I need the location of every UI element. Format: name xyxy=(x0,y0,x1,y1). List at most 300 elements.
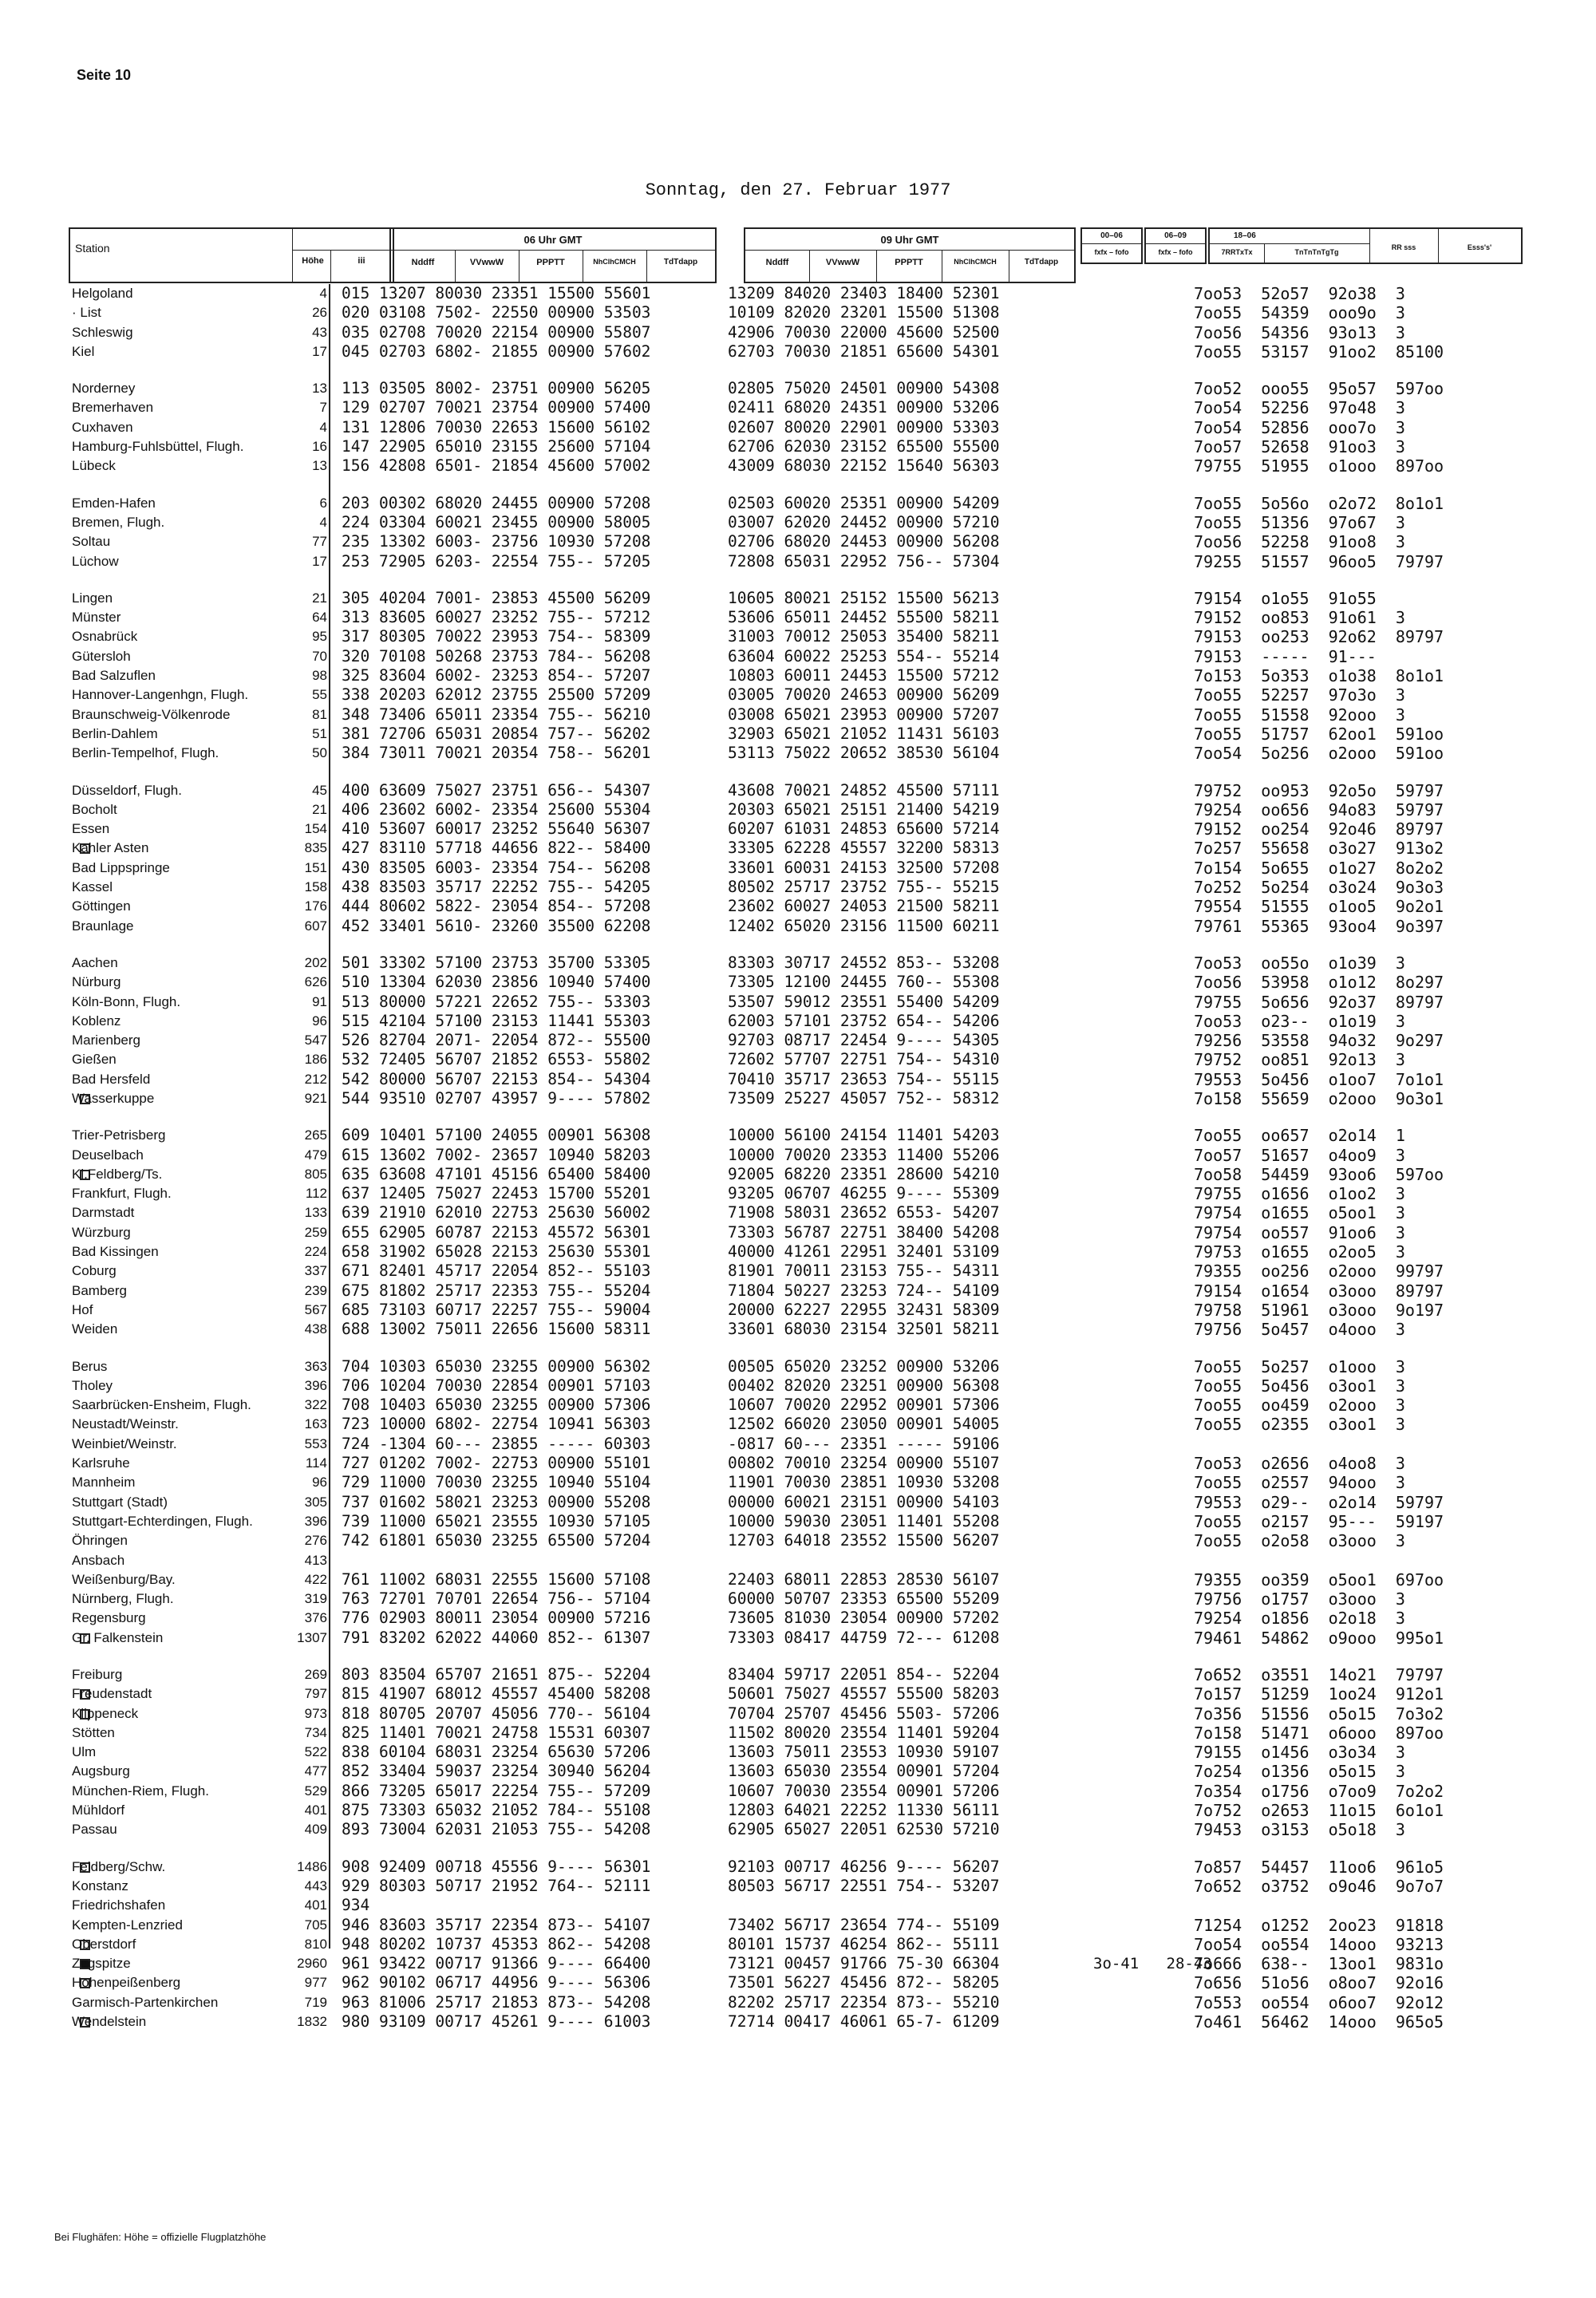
obs-06-row: 384 73011 70021 20354 758-- 56201 xyxy=(342,744,651,763)
obs-06-row: 723 10000 6802- 22754 10941 56303 xyxy=(342,1415,651,1434)
station-height: 719 xyxy=(304,1994,327,2010)
summary-row: 7o461 56462 14ooo 965o5 xyxy=(1194,2012,1444,2032)
station-row xyxy=(72,1165,327,1184)
station-height: 13 xyxy=(312,381,327,397)
header-divider xyxy=(1146,243,1205,244)
station-row xyxy=(72,1724,327,1743)
station-row xyxy=(72,1262,327,1281)
summary-row: 79256 53558 94o32 9o297 xyxy=(1194,1031,1444,1051)
header-r1-box xyxy=(1080,227,1143,264)
group-gap xyxy=(72,936,327,954)
station-height: 112 xyxy=(305,1186,327,1202)
station-height: 96 xyxy=(312,1013,327,1029)
station-name: Augsburg xyxy=(72,1763,130,1779)
obs-06-row: 866 73205 65017 22254 755-- 57209 xyxy=(342,1781,651,1800)
summary-row: 79153 oo253 92o62 89797 xyxy=(1194,627,1444,647)
obs-06-row: 544 93510 02707 43957 9---- 57802 xyxy=(342,1088,651,1108)
station-name: Lingen xyxy=(72,590,113,606)
summary-row: 7oo55 o2o58 o3ooo 3 xyxy=(1194,1531,1405,1551)
summary-row: 7oo52 ooo55 95o57 597oo xyxy=(1194,379,1444,399)
summary-row: 7oo53 oo55o o1o39 3 xyxy=(1194,953,1405,973)
header-r3a: 7RRTxTx xyxy=(1221,248,1253,256)
obs-06-row: 776 02903 80011 23054 00900 57216 xyxy=(342,1609,651,1628)
obs-09-column xyxy=(728,284,999,2031)
station-height: 977 xyxy=(304,1975,327,1991)
obs-09-row: 92005 68220 23351 28600 54210 xyxy=(728,1164,1000,1183)
station-name: Berus xyxy=(72,1358,108,1374)
header-hoehe-label: Höhe xyxy=(302,256,324,266)
group-gap xyxy=(1194,1108,1444,1126)
summary-row: 7oo57 51657 o4oo9 3 xyxy=(1194,1145,1405,1165)
header-divider xyxy=(1210,243,1369,244)
station-name: Bocholt xyxy=(72,801,117,817)
station-row xyxy=(72,781,327,800)
obs-06-row: 325 83604 6002- 23253 854-- 57207 xyxy=(342,666,651,685)
group-gap xyxy=(728,764,999,781)
summary-row: 7oo53 o23-- o1o19 3 xyxy=(1194,1011,1405,1031)
summary-row: 7o356 51556 o5o15 7o3o2 xyxy=(1194,1704,1444,1724)
station-height: 734 xyxy=(304,1724,327,1740)
station-name: Nürnberg, Flugh. xyxy=(72,1591,174,1607)
station-height: 797 xyxy=(304,1686,327,1702)
obs-06-row: 980 93109 00717 45261 9---- 61003 xyxy=(342,2012,651,2031)
summary-row: 7o157 51259 1oo24 912o1 xyxy=(1194,1684,1444,1704)
station-row xyxy=(72,819,327,839)
obs-09-row: 60000 50707 23353 65500 55209 xyxy=(728,1589,1000,1609)
summary-row: 7oo55 oo459 o2ooo 3 xyxy=(1194,1396,1405,1416)
header-09-title: 09 Uhr GMT xyxy=(880,234,939,246)
header-station-label: Station xyxy=(75,242,110,255)
obs-09-row: 40000 41261 22951 32401 53109 xyxy=(728,1242,1000,1262)
obs-06-row: 948 80202 10737 45353 862-- 54208 xyxy=(342,1934,651,1953)
obs-06-row: 313 83605 60027 23252 755-- 57212 xyxy=(342,608,651,627)
obs-09-row: 10000 59030 23051 11401 55208 xyxy=(728,1511,1000,1530)
obs-06-row: 338 20203 62012 23755 25500 57209 xyxy=(342,685,651,705)
station-name: Ansbach xyxy=(72,1552,125,1568)
summary-row: 79754 o1655 o5oo1 3 xyxy=(1194,1203,1405,1223)
obs-09-row: 53507 59012 23551 55400 54209 xyxy=(728,992,1000,1011)
obs-06-row: 729 11000 70030 23255 10940 55104 xyxy=(342,1473,651,1492)
station-row xyxy=(72,954,327,973)
summary-row: 79254 o1856 o2o18 3 xyxy=(1194,1609,1405,1629)
station-name: Stuttgart (Stadt) xyxy=(72,1494,168,1510)
station-height: 259 xyxy=(304,1224,327,1240)
station-row xyxy=(72,1570,327,1589)
obs-06-row: 688 13002 75011 22656 15600 58311 xyxy=(342,1320,651,1339)
station-name: Braunlage xyxy=(72,918,134,934)
obs-09-row: 13209 84020 23403 18400 52301 xyxy=(728,284,1000,302)
station-name: Emden-Hafen xyxy=(72,495,156,511)
obs-09-row: 10109 82020 23201 15500 51308 xyxy=(728,303,1000,322)
summary-row: 79754 oo557 91oo6 3 xyxy=(1194,1222,1405,1242)
obs-06-row: 410 53607 60017 23252 55640 56307 xyxy=(342,819,651,839)
station-row xyxy=(72,1223,327,1242)
obs-06-row: 671 82401 45717 22054 852-- 55103 xyxy=(342,1262,651,1281)
obs-06-row: 963 81006 25717 21853 873-- 54208 xyxy=(342,1992,651,2012)
header-r3-title: 18–06 xyxy=(1234,231,1256,240)
station-row xyxy=(72,839,327,858)
summary-row: 7oo55 o2157 95--- 59197 xyxy=(1194,1511,1444,1531)
obs-06-row: 737 01602 58021 23253 00900 55208 xyxy=(342,1492,651,1511)
obs-06-row: 253 72905 6203- 22554 755-- 57205 xyxy=(342,551,651,571)
station-height: 163 xyxy=(304,1416,327,1432)
obs-09-row: 73303 56787 22751 38400 54208 xyxy=(728,1222,1000,1242)
station-row xyxy=(72,1512,327,1531)
station-name: Darmstadt xyxy=(72,1205,135,1221)
station-height: 55 xyxy=(312,687,327,703)
summary-row: 79355 oo359 o5oo1 697oo xyxy=(1194,1570,1444,1589)
station-row xyxy=(72,1184,327,1203)
obs-09-row: 33601 60031 24153 32500 57208 xyxy=(728,858,1000,877)
station-name: München-Riem, Flugh. xyxy=(72,1783,209,1799)
obs-09-row xyxy=(728,1896,999,1915)
station-row xyxy=(72,513,327,532)
obs-09-row: 83404 59717 22051 854-- 52204 xyxy=(728,1665,1000,1684)
obs-06-row: 615 13602 7002- 23657 10940 58203 xyxy=(342,1145,651,1164)
station-row xyxy=(72,1665,327,1684)
summary-row: 79553 5o456 o1oo7 7o1o1 xyxy=(1194,1069,1444,1089)
header-06-title: 06 Uhr GMT xyxy=(523,234,583,246)
obs-09-row: 73402 56717 23654 774-- 55109 xyxy=(728,1915,1000,1934)
station-row xyxy=(72,1704,327,1724)
summary-row: 79553 o29-- o2o14 59797 xyxy=(1194,1492,1444,1512)
station-name: Ulm xyxy=(72,1744,97,1760)
header-r3d: Esss's' xyxy=(1467,243,1492,251)
obs-09-row: 80503 56717 22551 754-- 53207 xyxy=(728,1876,1000,1895)
station-row xyxy=(72,627,327,646)
station-row xyxy=(72,647,327,666)
header-r2-sub: fxfx – fofo xyxy=(1158,248,1193,256)
summary-row: 7o666 638-- 13oo1 9831o xyxy=(1194,1954,1444,1974)
group-gap xyxy=(72,361,327,379)
obs-09-row: 10000 70020 23353 11400 55206 xyxy=(728,1145,1000,1164)
station-height: 114 xyxy=(305,1455,327,1471)
obs-06-row: 791 83202 62022 44060 852-- 61307 xyxy=(342,1628,651,1647)
summary-row: 7o354 o1756 o7oo9 7o2o2 xyxy=(1194,1781,1444,1801)
summary-row: 7oo53 o2656 o4oo8 3 xyxy=(1194,1454,1405,1474)
station-height: 4 xyxy=(319,419,327,435)
station-name: Weißenburg/Bay. xyxy=(72,1571,176,1587)
summary-row: 79753 o1655 o2oo5 3 xyxy=(1194,1242,1405,1262)
obs-09-row: 02607 80020 22901 00900 53303 xyxy=(728,417,1000,436)
obs-09-row: 33601 68030 23154 32501 58211 xyxy=(728,1320,1000,1339)
obs-06-row: 908 92409 00718 45556 9---- 56301 xyxy=(342,1857,651,1876)
station-height: 45 xyxy=(312,782,327,798)
obs-09-row: 00000 60021 23151 00900 54103 xyxy=(728,1492,1000,1511)
station-row xyxy=(72,973,327,992)
obs-09-row: 71908 58031 23652 6553- 54207 xyxy=(728,1203,1000,1222)
station-row xyxy=(72,1782,327,1801)
obs-09-row: 70410 35717 23653 754-- 55115 xyxy=(728,1069,1000,1088)
obs-09-row: 31003 70012 25053 35400 58211 xyxy=(728,627,1000,646)
station-height: 438 xyxy=(304,1321,327,1337)
summary-row: 79154 o1o55 91o55 xyxy=(1194,588,1377,608)
obs-06-row: 706 10204 70030 22854 00901 57103 xyxy=(342,1376,651,1395)
group-gap xyxy=(72,476,327,494)
header-09-box xyxy=(744,227,1076,283)
obs-09-row: 22403 68011 22853 28530 56107 xyxy=(728,1570,1000,1589)
station-name: Aachen xyxy=(72,954,118,970)
station-row xyxy=(72,398,327,417)
obs-09-row: 02805 75020 24501 00900 54308 xyxy=(728,379,1000,398)
obs-06-row: 675 81802 25717 22353 755-- 55204 xyxy=(342,1281,651,1300)
station-height: 212 xyxy=(304,1071,327,1087)
obs-09-row: 03007 62020 24452 00900 57210 xyxy=(728,512,1000,531)
station-height: 547 xyxy=(304,1033,327,1048)
summary-row: 7o553 oo554 o6oo7 92o12 xyxy=(1194,1992,1444,2012)
header-06-col: TdTdapp xyxy=(663,258,698,267)
obs-06-row: 962 90102 06717 44956 9---- 56306 xyxy=(342,1973,651,1992)
station-height: 376 xyxy=(304,1610,327,1626)
summary-row: 7oo55 54359 ooo9o 3 xyxy=(1194,303,1405,323)
obs-09-row: 73605 81030 23054 00900 57202 xyxy=(728,1609,1000,1628)
station-name: Gütersloh xyxy=(72,648,131,664)
station-height: 413 xyxy=(304,1552,327,1568)
station-height: 265 xyxy=(304,1127,327,1143)
station-name: Wasserkuppe xyxy=(72,1090,155,1106)
obs-09-row: 32903 65021 21052 11431 56103 xyxy=(728,724,1000,743)
station-height: 276 xyxy=(304,1533,327,1549)
obs-09-row: 53113 75022 20652 38530 56104 xyxy=(728,744,1000,763)
station-row xyxy=(72,1762,327,1781)
station-name: Gr. Falkenstein xyxy=(72,1629,164,1645)
obs-06-row: 532 72405 56707 21852 6553- 55802 xyxy=(342,1050,651,1069)
summary-row: 7o154 5o655 o1o27 8o2o2 xyxy=(1194,858,1444,878)
obs-09-row: 20303 65021 25151 21400 54219 xyxy=(728,800,1000,819)
header-09-col: Nddff xyxy=(765,258,789,267)
station-row xyxy=(72,993,327,1012)
obs-09-row: -0817 60--- 23351 ----- 59106 xyxy=(728,1434,1000,1453)
obs-06-row: 658 31902 65028 22153 25630 55301 xyxy=(342,1242,651,1262)
station-height: 835 xyxy=(304,840,327,856)
group-gap xyxy=(1194,936,1444,954)
summary-row: 79761 55365 93oo4 9o397 xyxy=(1194,916,1444,936)
header-divider xyxy=(391,250,715,251)
group-gap xyxy=(1194,476,1444,494)
station-name: Regensburg xyxy=(72,1610,146,1626)
station-height: 973 xyxy=(304,1705,327,1721)
obs-06-row: 803 83504 65707 21651 875-- 52204 xyxy=(342,1665,651,1684)
obs-09-row: 92703 08717 22454 9---- 54305 xyxy=(728,1031,1000,1050)
station-height: 21 xyxy=(312,590,327,606)
station-row xyxy=(72,725,327,744)
obs-09-row: 60207 61031 24853 65600 57214 xyxy=(728,819,1000,839)
header-09-col: TdTdapp xyxy=(1024,258,1059,267)
obs-06-row: 946 83603 35717 22354 873-- 54107 xyxy=(342,1915,651,1934)
station-row xyxy=(72,589,327,608)
station-group xyxy=(72,1357,327,1648)
obs-06-row: 875 73303 65032 21052 784-- 55108 xyxy=(342,1801,651,1820)
station-row xyxy=(72,897,327,916)
group-gap xyxy=(728,1648,999,1665)
obs-09-row: 02706 68020 24453 00900 56208 xyxy=(728,532,1000,551)
station-name: Freiburg xyxy=(72,1667,123,1682)
obs-09-row: 92103 00717 46256 9---- 56207 xyxy=(728,1857,1000,1876)
station-name: Braunschweig-Völkenrode xyxy=(72,706,231,722)
station-group xyxy=(72,954,327,1108)
station-name: Berlin-Dahlem xyxy=(72,725,158,741)
obs-06-row: 852 33404 59037 23254 30940 56204 xyxy=(342,1762,651,1781)
obs-09-row: 02411 68020 24351 00900 53206 xyxy=(728,398,1000,417)
station-row xyxy=(72,1896,327,1915)
station-name: Münster xyxy=(72,610,121,626)
station-name: Hannover-Langenhgn, Flugh. xyxy=(72,687,249,703)
station-name: Freudenstadt xyxy=(72,1686,152,1702)
header-09-col: PPPTT xyxy=(895,258,923,267)
obs-06-row: 131 12806 70030 22653 15600 56102 xyxy=(342,417,651,436)
station-height: 7 xyxy=(319,400,327,416)
group-gap xyxy=(342,361,650,379)
summary-row: 79755 o1656 o1oo2 3 xyxy=(1194,1184,1405,1204)
station-height: 202 xyxy=(304,954,327,970)
station-group xyxy=(72,379,327,476)
obs-06-row: 635 63608 47101 45156 65400 58400 xyxy=(342,1164,651,1183)
station-row xyxy=(72,552,327,571)
summary-row: 71254 o1252 2oo23 91818 xyxy=(1194,1915,1444,1935)
station-height: 239 xyxy=(304,1282,327,1298)
group-gap xyxy=(342,764,650,781)
station-height: 64 xyxy=(312,610,327,626)
group-gap xyxy=(342,936,650,954)
station-height: 154 xyxy=(304,821,327,837)
table-divider xyxy=(329,284,330,1949)
summary-row: 7o257 55658 o3o27 913o2 xyxy=(1194,839,1444,859)
group-gap xyxy=(728,1340,999,1357)
obs-09-row: 23602 60027 24053 21500 58211 xyxy=(728,897,1000,916)
station-name: Mannheim xyxy=(72,1475,136,1491)
station-name: Stötten xyxy=(72,1724,115,1740)
station-name: Marienberg xyxy=(72,1033,140,1048)
obs-06-row: 400 63609 75027 23751 656-- 54307 xyxy=(342,780,651,800)
group-gap xyxy=(342,1648,650,1665)
obs-06-row: 685 73103 60717 22257 755-- 59004 xyxy=(342,1300,651,1319)
obs-09-row: 10000 56100 24154 11401 54203 xyxy=(728,1126,1000,1145)
station-list xyxy=(72,284,327,2031)
station-name: Frankfurt, Flugh. xyxy=(72,1186,172,1202)
station-group xyxy=(72,284,327,361)
station-height: 186 xyxy=(304,1052,327,1068)
station-height: 305 xyxy=(304,1494,327,1510)
group-gap xyxy=(1194,764,1444,781)
station-name: Lübeck xyxy=(72,458,116,474)
station-height: 224 xyxy=(304,1244,327,1260)
header-09-col: NhClhCMCH xyxy=(954,258,997,266)
obs-09-row: 10803 60011 24453 15500 57212 xyxy=(728,666,1000,685)
obs-09-row: 72808 65031 22952 756-- 57304 xyxy=(728,551,1000,571)
obs-09-row: 62905 65027 22051 62530 57210 xyxy=(728,1820,1000,1839)
summary-row: 79755 51955 o1ooo 897oo xyxy=(1194,456,1444,476)
obs-09-row: 13603 65030 23554 00901 57204 xyxy=(728,1762,1000,1781)
obs-06-row: 501 33302 57100 23753 35700 53305 xyxy=(342,953,651,972)
station-row xyxy=(72,1435,327,1454)
group-gap xyxy=(728,476,999,494)
station-name: Osnabrück xyxy=(72,629,138,645)
group-gap xyxy=(342,571,650,589)
station-row xyxy=(72,284,327,303)
station-height: 1486 xyxy=(297,1858,327,1874)
station-height: 21 xyxy=(312,801,327,817)
obs-09-row: 83303 30717 24552 853-- 53208 xyxy=(728,953,1000,972)
obs-09-row: 12402 65020 23156 11500 60211 xyxy=(728,916,1000,935)
obs-06-row: 305 40204 7001- 23853 45500 56209 xyxy=(342,588,651,607)
obs-06-row: 045 02703 6802- 21855 00900 57602 xyxy=(342,342,651,361)
summary-row: 7oo53 52o57 92o38 3 xyxy=(1194,284,1405,303)
station-row xyxy=(72,1743,327,1762)
station-height: 70 xyxy=(312,648,327,664)
station-group xyxy=(72,494,327,571)
station-row xyxy=(72,1473,327,1492)
summary-row: 79153 ----- 91--- xyxy=(1194,646,1377,666)
station-row xyxy=(72,1609,327,1628)
obs-09-row: 00505 65020 23252 00900 53206 xyxy=(728,1356,1000,1376)
group-gap xyxy=(728,1840,999,1858)
summary-row: 79152 oo853 91o61 3 xyxy=(1194,608,1405,628)
station-height: 4 xyxy=(319,286,327,301)
station-row xyxy=(72,1301,327,1320)
station-name: Gießen xyxy=(72,1052,117,1068)
station-name: Weiden xyxy=(72,1321,118,1337)
station-name: Bamberg xyxy=(72,1282,127,1298)
summary-row: 7oo56 53958 o1o12 8o297 xyxy=(1194,973,1444,993)
station-height: 133 xyxy=(304,1205,327,1221)
station-row xyxy=(72,666,327,685)
obs-06-row: 452 33401 5610- 23260 35500 62208 xyxy=(342,916,651,935)
station-row xyxy=(72,1916,327,1935)
obs-09-row: 12803 64021 22252 11330 56111 xyxy=(728,1801,1000,1820)
station-row xyxy=(72,1242,327,1262)
station-row xyxy=(72,1396,327,1415)
station-row xyxy=(72,1531,327,1550)
station-row xyxy=(72,1858,327,1877)
group-gap xyxy=(728,361,999,379)
station-height: 43 xyxy=(312,324,327,340)
obs-06-row: 224 03304 60021 23455 00900 58005 xyxy=(342,512,651,531)
obs-09-row: 02503 60020 25351 00900 54209 xyxy=(728,493,1000,512)
obs-09-row xyxy=(728,1551,999,1570)
station-row xyxy=(72,303,327,322)
station-height: 176 xyxy=(304,898,327,914)
page-number: Seite 10 xyxy=(77,67,132,83)
station-name: Cuxhaven xyxy=(72,419,133,435)
obs-09-row: 73509 25227 45057 752-- 58312 xyxy=(728,1088,1000,1108)
summary-row: 7oo55 5o257 o1ooo 3 xyxy=(1194,1356,1405,1376)
summary-row: 79756 5o457 o4ooo 3 xyxy=(1194,1320,1405,1340)
station-height: 626 xyxy=(304,974,327,990)
station-row xyxy=(72,878,327,897)
station-name: Hamburg-Fuhlsbüttel, Flugh. xyxy=(72,439,244,455)
station-name: Helgoland xyxy=(72,286,133,301)
obs-06-row xyxy=(342,1551,650,1570)
obs-06-row: 129 02707 70021 23754 00900 57400 xyxy=(342,398,651,417)
summary-row: 7oo55 51356 97o67 3 xyxy=(1194,512,1405,532)
station-row xyxy=(72,1589,327,1609)
station-row xyxy=(72,1454,327,1473)
station-height: 151 xyxy=(304,859,327,875)
station-name: Bad Lippspringe xyxy=(72,859,170,875)
group-gap xyxy=(72,1340,327,1357)
obs-06-row: 513 80000 57221 22652 755-- 53303 xyxy=(342,992,651,1011)
station-height: 479 xyxy=(304,1147,327,1163)
station-row xyxy=(72,744,327,763)
station-name: Kiel xyxy=(72,343,95,359)
obs-09-row: 70704 25707 45456 5503- 57206 xyxy=(728,1704,1000,1723)
obs-06-row: 406 23602 6002- 23354 25600 55304 xyxy=(342,800,651,819)
station-height: 16 xyxy=(312,439,327,455)
station-name: Soltau xyxy=(72,534,111,550)
obs-09-row: 73501 56227 45456 872-- 58205 xyxy=(728,1973,1000,1992)
obs-06-row: 203 00302 68020 24455 00900 57208 xyxy=(342,493,651,512)
station-name: Stuttgart-Echterdingen, Flugh. xyxy=(72,1513,253,1529)
